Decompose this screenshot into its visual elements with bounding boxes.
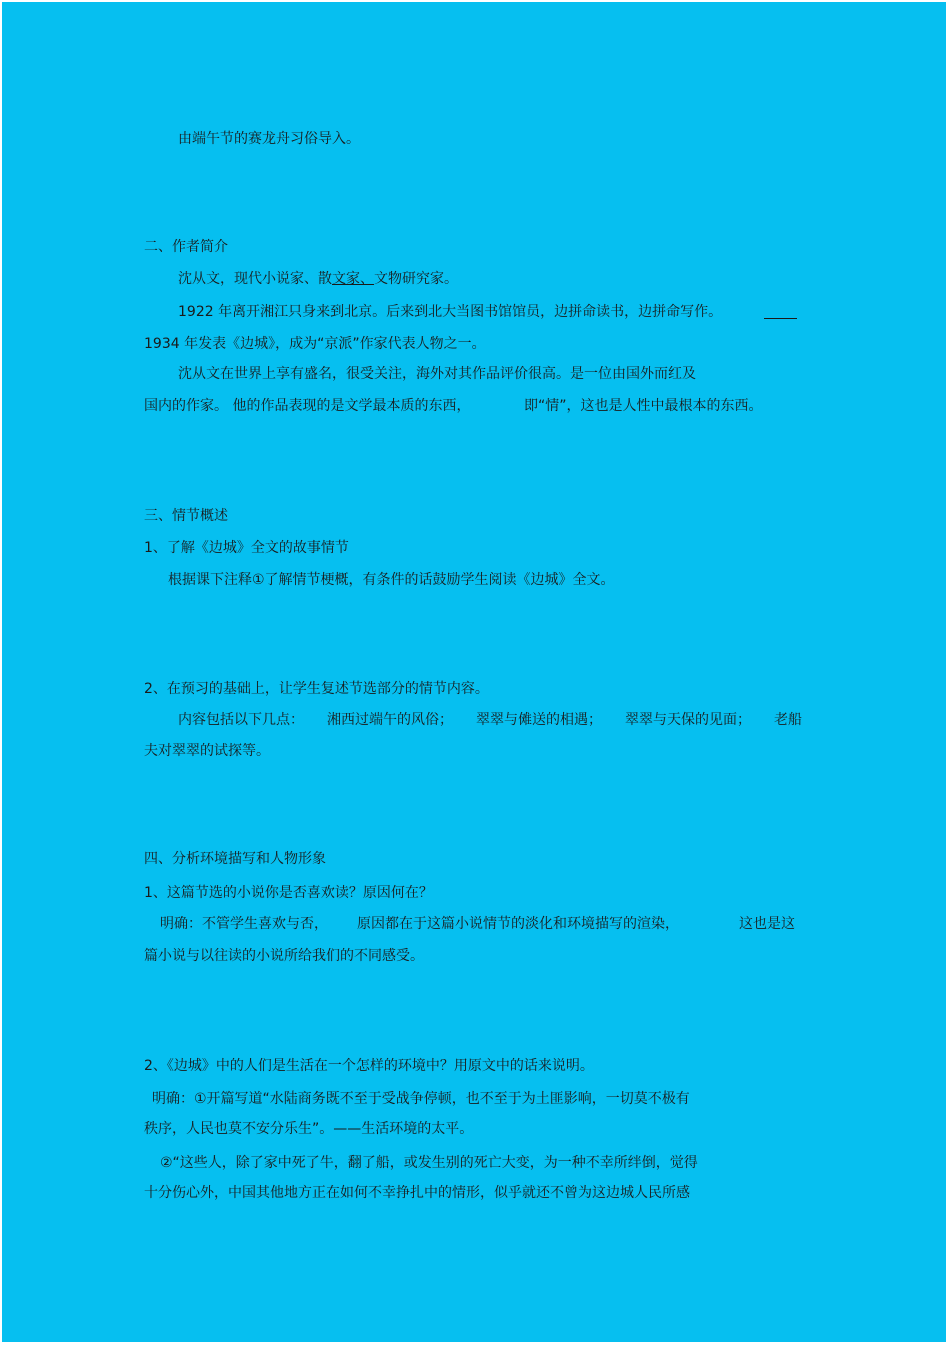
section-heading-analysis: 四、分析环境描写和人物形象 [144, 851, 326, 867]
author-line-1-tail: 文物研究家。 [374, 271, 458, 287]
plot-answer-2a2: 湘西过端午的风俗； [327, 712, 453, 728]
author-line-1 [178, 270, 458, 288]
plot-question-1: 1、了解《边城》全文的故事情节 [144, 540, 349, 556]
author-line-5a: 国内的作家。 他的作品表现的是文学最本质的东西， [144, 398, 471, 414]
analysis-answer-2a: 明确：①开篇写道“水陆商务既不至于受战争停顿，也不至于为土匪影响，一切莫不极有 [152, 1091, 690, 1107]
analysis-answer-2b: 秩序，人民也莫不安分乐生”。——生活环境的太平。 [144, 1121, 474, 1137]
plot-answer-2a5: 老船 [774, 712, 802, 728]
analysis-question-1: 1、这篇节选的小说你是否喜欢读？原因何在？ [144, 885, 433, 901]
document-page [2, 2, 946, 1342]
plot-answer-2a1: 内容包括以下几点： [178, 712, 304, 728]
blank-underline [764, 318, 797, 319]
author-line-5b: 即“情”，这也是人性中最根本的东西。 [524, 398, 763, 414]
author-line-2-text: 1922 年离开湘江只身来到北京。后来到北大当图书馆馆员，边拼命读书，边拼命写作。 [178, 304, 723, 320]
intro-line: 由端午节的赛龙舟习俗导入。 [178, 131, 360, 147]
analysis-answer-2d: 十分伤心外，中国其他地方正在如何不幸挣扎中的情形，似乎就还不曾为这边城人民所感 [144, 1185, 690, 1201]
analysis-answer-2c: ②“这些人，除了家中死了牛，翻了船，或发生别的死亡大变，为一种不幸所绊倒，觉得 [160, 1155, 698, 1171]
author-line-4: 沈从文在世界上享有盛名，很受关注，海外对其作品评价很高。是一位由国外而红及 [178, 366, 696, 382]
analysis-answer-1a1: 明确：不管学生喜欢与否， [160, 916, 328, 932]
section-heading-plot: 三、情节概述 [144, 508, 228, 524]
plot-answer-2a4: 翠翠与天保的见面； [625, 712, 751, 728]
author-line-3: 1934 年发表《边城》，成为“京派”作家代表人物之一。 [144, 336, 486, 352]
author-line-1-underlined: 文家、 [332, 271, 374, 287]
analysis-answer-1b: 篇小说与以往读的小说所给我们的不同感受。 [144, 948, 424, 964]
analysis-question-2: 2、《边城》中的人们是生活在一个怎样的环境中？用原文中的话来说明。 [144, 1058, 594, 1074]
plot-answer-2a3: 翠翠与傩送的相遇； [476, 712, 602, 728]
plot-answer-2b: 夫对翠翠的试探等。 [144, 743, 270, 759]
plot-answer-1: 根据课下注释①了解情节梗概，有条件的话鼓励学生阅读《边城》全文。 [168, 572, 615, 588]
plot-question-2: 2、在预习的基础上，让学生复述节选部分的情节内容。 [144, 681, 489, 697]
author-line-1-text: 沈从文，现代小说家、散 [178, 271, 332, 287]
section-heading-author: 二、作者简介 [144, 239, 228, 255]
author-line-2 [178, 303, 722, 321]
analysis-answer-1a3: 这也是这 [739, 916, 795, 932]
analysis-answer-1a2: 原因都在于这篇小说情节的淡化和环境描写的渲染， [357, 916, 679, 932]
